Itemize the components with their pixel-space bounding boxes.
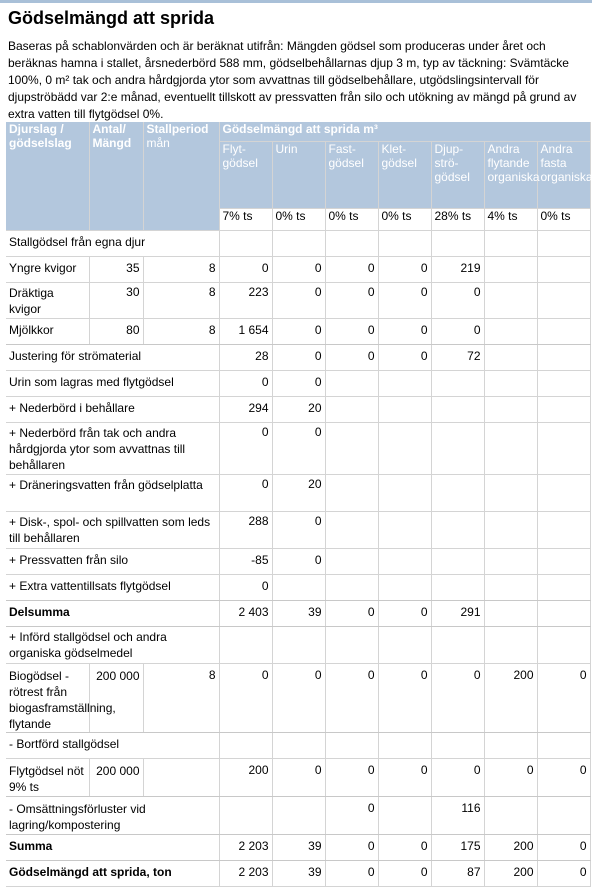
cell-value: 0 — [325, 318, 378, 344]
intro-text: Baseras på schablonvärden och är beräknat utifrån: Mängden gödsel som produceras under året och beräknas hamna i stallet, årsnederbörd 588 mm, gödselbehållarnas djup 3 m, typ av täckning: Svämtäcke 100%, 0 m² tak och andra hårdgjorda ytor som avvattnas till gödselbehållare, utgödslingsintervall för djupströbädd var 2:e månad, eventuellt tillskott av pressvatten från silo och utökning av mängd på grund av extra vatten till flytgödsel 0%. — [8, 39, 577, 121]
cell-value: 0 — [537, 758, 590, 796]
row-label: + Pressvatten från silo — [6, 548, 219, 574]
cell-value: 39 — [272, 834, 325, 860]
cell-value: 0 — [325, 344, 378, 370]
col-header-fastgodsel: Fast-gödsel — [325, 141, 378, 208]
cell-value: 0 — [325, 256, 378, 282]
cell-value: 0 — [272, 282, 325, 318]
cell-value: 0 — [272, 370, 325, 396]
row-label: + Disk-, spol- och spillvatten som leds till behållaren — [6, 511, 219, 548]
cell-antal: 200 000 — [89, 663, 143, 732]
table-row — [6, 758, 590, 796]
row-label: + Införd stallgödsel och andra organiska gödselmedel — [6, 626, 219, 663]
cell-value — [537, 344, 590, 370]
col-header-andra-flytande: Andra flytande organiska — [484, 141, 537, 208]
cell-value: 0 — [272, 548, 325, 574]
cell-value — [537, 256, 590, 282]
cell-value: 0 — [219, 474, 272, 511]
row-label: Mjölkkor — [6, 318, 89, 344]
col-header-djupstrogodsel: Djup-strö-gödsel — [431, 141, 484, 208]
cell-antal: 200 000 — [89, 758, 143, 796]
col-header-flytgodsel: Flyt-gödsel — [219, 141, 272, 208]
cell-value: 0 — [272, 422, 325, 474]
cell-value: 0 — [378, 860, 431, 886]
cell-value: 0 — [378, 318, 431, 344]
ts-andra-flytande: 4% ts — [484, 208, 537, 230]
cell-value: 200 — [484, 663, 537, 732]
cell-value: 87 — [431, 860, 484, 886]
col-header-stallperiod — [143, 122, 219, 230]
table-row — [6, 834, 590, 860]
row-label: Stallgödsel från egna djur — [6, 230, 219, 256]
cell-period: 8 — [143, 318, 219, 344]
page-title: Gödselmängd att sprida — [8, 8, 215, 28]
cell-value — [484, 256, 537, 282]
row-label: + Nederbörd från tak och andra hårdgjorda ytor som avvattnas till behållaren — [6, 422, 219, 474]
cell-value — [484, 318, 537, 344]
cell-value: 1 654 — [219, 318, 272, 344]
row-label: Urin som lagras med flytgödsel — [6, 370, 219, 396]
table-row — [6, 474, 590, 511]
row-label: - Omsättningsförluster vid lagring/kompostering — [6, 796, 219, 834]
cell-value: 0 — [219, 663, 272, 732]
cell-value: 2 203 — [219, 860, 272, 886]
ts-djupstrogodsel: 28% ts — [431, 208, 484, 230]
row-label: + Dräneringsvatten från gödselplatta — [6, 474, 219, 511]
cell-value: 294 — [219, 396, 272, 422]
row-label: Summa — [6, 834, 219, 860]
cell-value: 0 — [272, 663, 325, 732]
table-row — [6, 370, 590, 396]
row-label: Dräktiga kvigor — [6, 282, 89, 318]
cell-value: 0 — [431, 758, 484, 796]
cell-value: 0 — [325, 796, 378, 834]
cell-value: 0 — [378, 834, 431, 860]
cell-value: 0 — [325, 600, 378, 626]
cell-value: 2 203 — [219, 834, 272, 860]
cell-value: 0 — [219, 422, 272, 474]
ts-fastgodsel: 0% ts — [325, 208, 378, 230]
cell-value: 0 — [378, 256, 431, 282]
cell-value: 0 — [431, 282, 484, 318]
cell-value: 0 — [325, 860, 378, 886]
cell-value: 0 — [325, 282, 378, 318]
cell-value: 39 — [272, 600, 325, 626]
table-row — [6, 282, 590, 318]
cell-value — [537, 318, 590, 344]
table-row — [6, 600, 590, 626]
cell-value: 0 — [537, 663, 590, 732]
cell-value — [484, 282, 537, 318]
cell-value: 200 — [484, 860, 537, 886]
cell-value: 0 — [272, 344, 325, 370]
table-row — [6, 344, 590, 370]
cell-value: 0 — [537, 860, 590, 886]
cell-value: 2 403 — [219, 600, 272, 626]
cell-value: 223 — [219, 282, 272, 318]
cell-value: 291 — [431, 600, 484, 626]
cell-value: 0 — [219, 574, 272, 600]
row-label: - Bortförd stallgödsel — [6, 732, 219, 758]
cell-value: 0 — [378, 663, 431, 732]
cell-value: 0 — [325, 758, 378, 796]
table-row — [6, 860, 590, 886]
table-row — [6, 230, 590, 256]
cell-value: 200 — [219, 758, 272, 796]
cell-value: 0 — [484, 758, 537, 796]
cell-value: 0 — [272, 511, 325, 548]
table-row — [6, 626, 590, 663]
table-row — [6, 256, 590, 282]
cell-value: -85 — [219, 548, 272, 574]
row-label: + Nederbörd i behållare — [6, 396, 219, 422]
table-row — [6, 796, 590, 834]
cell-period: 8 — [143, 282, 219, 318]
table-row — [6, 663, 590, 732]
cell-value: 0 — [431, 318, 484, 344]
col-header-kletgodsel: Klet-gödsel — [378, 141, 431, 208]
cell-value: 0 — [378, 282, 431, 318]
cell-value: 0 — [325, 663, 378, 732]
cell-value: 116 — [431, 796, 484, 834]
row-label: + Extra vattentillsats flytgödsel — [6, 574, 219, 600]
cell-value: 219 — [431, 256, 484, 282]
stallperiod-label: Stallperiod — [146, 122, 209, 136]
row-label: Gödselmängd att sprida, ton — [6, 860, 219, 886]
cell-value: 175 — [431, 834, 484, 860]
cell-antal: 35 — [89, 256, 143, 282]
row-label: Delsumma — [6, 600, 219, 626]
cell-value: 20 — [272, 474, 325, 511]
cell-value: 0 — [431, 663, 484, 732]
title-bar — [0, 0, 592, 33]
table-row — [6, 511, 590, 548]
ts-kletgodsel: 0% ts — [378, 208, 431, 230]
cell-value: 200 — [484, 834, 537, 860]
col-header-djurslag: Djurslag / gödselslag — [6, 122, 89, 230]
cell-value: 0 — [378, 600, 431, 626]
table-row — [6, 422, 590, 474]
row-label: Justering för strömaterial — [6, 344, 219, 370]
table-row — [6, 574, 590, 600]
cell-value: 0 — [378, 344, 431, 370]
col-header-group: Gödselmängd att sprida m³ — [219, 122, 590, 141]
cell-value: 0 — [537, 834, 590, 860]
row-label: Biogödsel - rötrest från biogasframställning, flytande — [6, 663, 89, 732]
cell-value: 0 — [378, 758, 431, 796]
cell-value — [484, 344, 537, 370]
cell-value: 20 — [272, 396, 325, 422]
cell-value: 0 — [272, 758, 325, 796]
cell-value: 288 — [219, 511, 272, 548]
cell-value: 0 — [219, 370, 272, 396]
cell-value: 0 — [272, 256, 325, 282]
cell-antal: 30 — [89, 282, 143, 318]
cell-period: 8 — [143, 256, 219, 282]
col-header-andra-fasta: Andra fasta organiska — [537, 141, 590, 208]
col-header-antal: Antal/ Mängd — [89, 122, 143, 230]
ts-urin: 0% ts — [272, 208, 325, 230]
manure-table — [6, 122, 591, 887]
cell-value: 39 — [272, 860, 325, 886]
row-label: Yngre kvigor — [6, 256, 89, 282]
table-row — [6, 732, 590, 758]
table-row — [6, 548, 590, 574]
ts-andra-fasta: 0% ts — [537, 208, 590, 230]
table-row — [6, 318, 590, 344]
table-row — [6, 396, 590, 422]
row-label: Flytgödsel nöt 9% ts — [6, 758, 89, 796]
cell-value — [537, 282, 590, 318]
cell-period: 8 — [143, 663, 219, 732]
cell-value: 0 — [219, 256, 272, 282]
cell-antal: 80 — [89, 318, 143, 344]
cell-value: 0 — [272, 318, 325, 344]
cell-value: 72 — [431, 344, 484, 370]
stallperiod-unit: mån — [146, 136, 170, 150]
cell-value: 28 — [219, 344, 272, 370]
ts-flytgodsel: 7% ts — [219, 208, 272, 230]
cell-value: 0 — [325, 834, 378, 860]
col-header-urin: Urin — [272, 141, 325, 208]
